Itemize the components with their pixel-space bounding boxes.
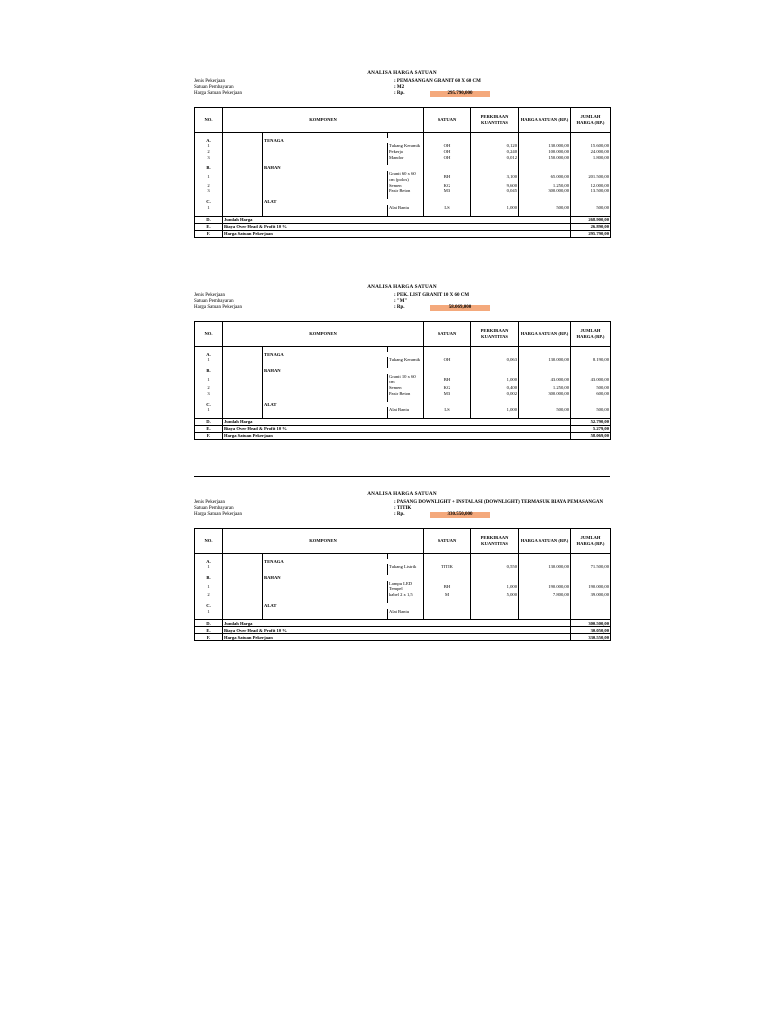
item-no: 1	[195, 407, 223, 413]
item-no: 1	[195, 143, 223, 149]
analysis-table	[194, 528, 611, 642]
header-no: NO.	[195, 107, 223, 132]
item-no: 2	[195, 385, 223, 391]
item-no: 2	[195, 592, 223, 598]
item-kuantitas: 0,045	[471, 188, 519, 194]
item-no: 1	[195, 581, 223, 592]
cell	[223, 581, 263, 592]
footer-label: Biaya Over Head & Profit 10 %	[223, 223, 571, 230]
item-kuantitas: 9,600	[471, 183, 519, 189]
footer-value: 268.900,00	[571, 216, 611, 223]
footer-code: D.	[195, 419, 223, 426]
footer-value: 58.069,00	[571, 433, 611, 440]
item-satuan: M3	[424, 391, 471, 397]
footer-row	[195, 620, 611, 627]
footer-label: Biaya Over Head & Profit 10 %	[223, 627, 571, 634]
value-rp-label: : Rp.	[394, 90, 405, 96]
item-komponen: Tukang Listrik	[388, 564, 424, 570]
value-jenis-pekerjaan: : PEMASANGAN GRANIT 60 X 60 CM	[394, 78, 481, 84]
header-satuan: SATUAN	[424, 528, 471, 553]
item-komponen: Lampu LED Tempel	[388, 581, 424, 592]
item-komponen: Tukang Keramik	[388, 143, 424, 149]
analysis-sheet	[194, 491, 610, 641]
item-harga-satuan: 43.000,00	[519, 374, 571, 385]
item-no: 3	[195, 155, 223, 161]
item-komponen: Semen	[388, 183, 424, 189]
footer-code: E.	[195, 426, 223, 433]
item-satuan: OH	[424, 149, 471, 155]
header-no: NO.	[195, 321, 223, 346]
item-komponen: Mandor	[388, 155, 424, 161]
footer-value: 300.500,00	[571, 620, 611, 627]
item-satuan: KG	[424, 183, 471, 189]
cell	[263, 581, 388, 592]
header-satuan: SATUAN	[424, 107, 471, 132]
item-harga-satuan: 190.000,00	[519, 581, 571, 592]
item-komponen: Granit 10 x 60 cm	[388, 374, 424, 385]
item-no: 3	[195, 391, 223, 397]
value-rp-label: : Rp.	[394, 304, 405, 310]
sheet-title: ANALISA HARGA SATUAN	[367, 491, 437, 497]
section-code: A.	[195, 559, 223, 565]
cell	[223, 171, 263, 182]
item-harga-satuan: 65.000,00	[519, 171, 571, 182]
footer-row	[195, 223, 611, 230]
section-name: ALAT	[263, 603, 424, 609]
item-jumlah-harga: 12.000,00	[571, 183, 611, 189]
header-kuantitas: PERKIRAAN KUANTITAS	[471, 107, 519, 132]
footer-value: 5.279,00	[571, 426, 611, 433]
footer-value: 30.050,00	[571, 627, 611, 634]
footer-code: F.	[195, 634, 223, 641]
item-jumlah-harga: 39.000,00	[571, 592, 611, 598]
item-jumlah-harga: 15.600,00	[571, 143, 611, 149]
item-harga-satuan: 7.800,00	[519, 592, 571, 598]
item-harga-satuan: 130.000,00	[519, 564, 571, 570]
footer-label: Jumlah Harga	[223, 620, 571, 627]
label-satuan-pembayaran: Satuan Pembayaran	[194, 298, 234, 304]
header-komponen: KOMPONEN	[223, 107, 424, 132]
label-harga-satuan: Harga Satuan Pekerjaan	[194, 90, 242, 96]
item-jumlah-harga: 201.500,00	[571, 171, 611, 182]
item-satuan: TITIK	[424, 564, 471, 570]
analysis-sheet	[194, 284, 610, 440]
sheet-info	[194, 79, 610, 103]
item-komponen: Pekerja	[388, 149, 424, 155]
header-harga-satuan: HARGA SATUAN (RP.)	[519, 107, 571, 132]
item-harga-satuan: 150.000,00	[519, 155, 571, 161]
footer-label: Biaya Over Head & Profit 10 %	[223, 426, 571, 433]
item-kuantitas: 0,002	[471, 391, 519, 397]
item-no: 1	[195, 609, 223, 615]
section-code: C.	[195, 199, 223, 205]
item-komponen: kabel 2 x 1,5	[388, 592, 424, 598]
item-satuan: M3	[424, 188, 471, 194]
item-kuantitas: 1,000	[471, 205, 519, 211]
item-komponen: Alat Bantu	[388, 205, 424, 211]
value-satuan-pembayaran: : TITIK	[394, 505, 412, 511]
sheet-title: ANALISA HARGA SATUAN	[367, 70, 437, 76]
item-kuantitas: 0,240	[471, 149, 519, 155]
footer-label: Harga Satuan Pekerjaan	[223, 433, 571, 440]
item-no: 2	[195, 183, 223, 189]
header-no: NO.	[195, 528, 223, 553]
item-komponen: Tukang Keramik	[388, 357, 424, 363]
table-row	[195, 374, 611, 385]
header-komponen: KOMPONEN	[223, 528, 424, 553]
item-jumlah-harga: 500,00	[571, 205, 611, 211]
item-no: 3	[195, 188, 223, 194]
header-kuantitas: PERKIRAAN KUANTITAS	[471, 528, 519, 553]
value-jenis-pekerjaan: : PEK. LIST GRANIT 10 X 60 CM	[394, 292, 470, 298]
item-no: 2	[195, 149, 223, 155]
table-row	[195, 171, 611, 182]
analysis-sheet	[194, 70, 610, 238]
item-satuan: LS	[424, 205, 471, 211]
footer-code: F.	[195, 433, 223, 440]
value-jenis-pekerjaan: : PASANG DOWNLIGHT + INSTALASI (DOWNLIGHT) TERMASUK BIAYA PEMASANGAN	[394, 499, 604, 505]
analysis-table	[194, 107, 611, 238]
item-satuan: OH	[424, 155, 471, 161]
value-rp-label: : Rp.	[394, 511, 405, 517]
footer-code: D.	[195, 620, 223, 627]
section-name: ALAT	[263, 402, 424, 408]
section-code: B.	[195, 165, 223, 171]
price-highlight: 58.069,000	[430, 305, 490, 311]
item-no: 1	[195, 374, 223, 385]
item-satuan: OH	[424, 357, 471, 363]
section-name: BAHAN	[263, 368, 424, 374]
price-highlight: 330.550,000	[430, 512, 490, 518]
item-kuantitas: 0,550	[471, 564, 519, 570]
section-code: C.	[195, 402, 223, 408]
item-satuan: KG	[424, 385, 471, 391]
item-komponen: Semen	[388, 385, 424, 391]
item-harga-satuan: 130.000,00	[519, 143, 571, 149]
item-harga-satuan: 130.000,00	[519, 357, 571, 363]
section-code: A.	[195, 352, 223, 358]
header-jumlah-harga: JUMLAH HARGA (RP.)	[571, 528, 611, 553]
footer-row	[195, 216, 611, 223]
item-kuantitas: 3,100	[471, 171, 519, 182]
item-jumlah-harga: 24.000,00	[571, 149, 611, 155]
item-kuantitas: 1,000	[471, 581, 519, 592]
item-kuantitas: 0,012	[471, 155, 519, 161]
section-name: TENAGA	[263, 138, 424, 144]
footer-value: 330.550,00	[571, 634, 611, 641]
section-code: B.	[195, 575, 223, 581]
section-name: ALAT	[263, 199, 424, 205]
label-jenis-pekerjaan: Jenis Pekerjaan	[194, 78, 225, 84]
item-jumlah-harga: 8.190,00	[571, 357, 611, 363]
item-komponen: Pasir Beton	[388, 391, 424, 397]
item-kuantitas: 1,000	[471, 407, 519, 413]
footer-row	[195, 634, 611, 641]
footer-row	[195, 426, 611, 433]
item-jumlah-harga: 1.800,00	[571, 155, 611, 161]
header-satuan: SATUAN	[424, 321, 471, 346]
footer-label: Jumlah Harga	[223, 419, 571, 426]
item-no: 1	[195, 564, 223, 570]
item-kuantitas: 1,000	[471, 374, 519, 385]
item-jumlah-harga: 13.500,00	[571, 188, 611, 194]
footer-code: E.	[195, 627, 223, 634]
item-jumlah-harga: 500,00	[571, 407, 611, 413]
label-satuan-pembayaran: Satuan Pembayaran	[194, 84, 234, 90]
item-harga-satuan: 100.000,00	[519, 149, 571, 155]
section-name: TENAGA	[263, 559, 424, 565]
item-komponen: Granit 60 x 60 cm (polos)	[388, 171, 424, 182]
item-jumlah-harga: 500,00	[571, 385, 611, 391]
item-satuan: BH	[424, 581, 471, 592]
footer-row	[195, 627, 611, 634]
item-kuantitas: 0,400	[471, 385, 519, 391]
item-satuan: BH	[424, 374, 471, 385]
label-harga-satuan: Harga Satuan Pekerjaan	[194, 511, 242, 517]
table-row	[195, 581, 611, 592]
footer-label: Harga Satuan Pekerjaan	[223, 634, 571, 641]
section-code: C.	[195, 603, 223, 609]
item-jumlah-harga: 43.000,00	[571, 374, 611, 385]
label-harga-satuan: Harga Satuan Pekerjaan	[194, 304, 242, 310]
analysis-table	[194, 321, 611, 441]
item-komponen: Alat Bantu	[388, 407, 424, 413]
label-satuan-pembayaran: Satuan Pembayaran	[194, 505, 234, 511]
footer-row	[195, 230, 611, 237]
footer-label: Harga Satuan Pekerjaan	[223, 230, 571, 237]
item-harga-satuan: 1.250,00	[519, 183, 571, 189]
label-jenis-pekerjaan: Jenis Pekerjaan	[194, 499, 225, 505]
item-harga-satuan: 500,00	[519, 205, 571, 211]
item-satuan: LS	[424, 407, 471, 413]
item-kuantitas: 0,063	[471, 357, 519, 363]
value-satuan-pembayaran: : "M"	[394, 298, 408, 304]
item-jumlah-harga: 600,00	[571, 391, 611, 397]
footer-code: E.	[195, 223, 223, 230]
section-name: BAHAN	[263, 575, 424, 581]
cell	[263, 374, 388, 385]
header-komponen: KOMPONEN	[223, 321, 424, 346]
cell	[223, 374, 263, 385]
item-kuantitas: 0,120	[471, 143, 519, 149]
sheet-info	[194, 500, 610, 524]
item-no: 1	[195, 205, 223, 211]
label-jenis-pekerjaan: Jenis Pekerjaan	[194, 292, 225, 298]
item-satuan: OH	[424, 143, 471, 149]
cell	[263, 171, 388, 182]
footer-code: F.	[195, 230, 223, 237]
item-komponen: Pasir Beton	[388, 188, 424, 194]
item-harga-satuan: 300.000,00	[519, 391, 571, 397]
page-separator	[194, 476, 610, 477]
footer-code: D.	[195, 216, 223, 223]
item-komponen: Alat Bantu	[388, 609, 424, 615]
item-jumlah-harga: 190.000,00	[571, 581, 611, 592]
item-no: 1	[195, 357, 223, 363]
value-satuan-pembayaran: : M2	[394, 84, 405, 90]
section-code: B.	[195, 368, 223, 374]
sheet-info	[194, 293, 610, 317]
price-highlight: 295.790,000	[430, 91, 490, 97]
footer-value: 26.890,00	[571, 223, 611, 230]
item-harga-satuan: 300.000,00	[519, 188, 571, 194]
sheet-title: ANALISA HARGA SATUAN	[367, 284, 437, 290]
section-code: A.	[195, 138, 223, 144]
header-jumlah-harga: JUMLAH HARGA (RP.)	[571, 321, 611, 346]
header-harga-satuan: HARGA SATUAN (RP.)	[519, 321, 571, 346]
header-jumlah-harga: JUMLAH HARGA (RP.)	[571, 107, 611, 132]
footer-value: 52.790,00	[571, 419, 611, 426]
item-satuan: BH	[424, 171, 471, 182]
footer-value: 295.790,00	[571, 230, 611, 237]
section-name: BAHAN	[263, 165, 424, 171]
item-harga-satuan: 500,00	[519, 407, 571, 413]
footer-row	[195, 419, 611, 426]
item-no: 1	[195, 171, 223, 182]
header-harga-satuan: HARGA SATUAN (RP.)	[519, 528, 571, 553]
item-jumlah-harga: 71.500,00	[571, 564, 611, 570]
item-harga-satuan: 1.250,00	[519, 385, 571, 391]
section-name: TENAGA	[263, 352, 424, 358]
item-kuantitas: 5,000	[471, 592, 519, 598]
footer-row	[195, 433, 611, 440]
header-kuantitas: PERKIRAAN KUANTITAS	[471, 321, 519, 346]
item-satuan: M	[424, 592, 471, 598]
footer-label: Jumlah Harga	[223, 216, 571, 223]
